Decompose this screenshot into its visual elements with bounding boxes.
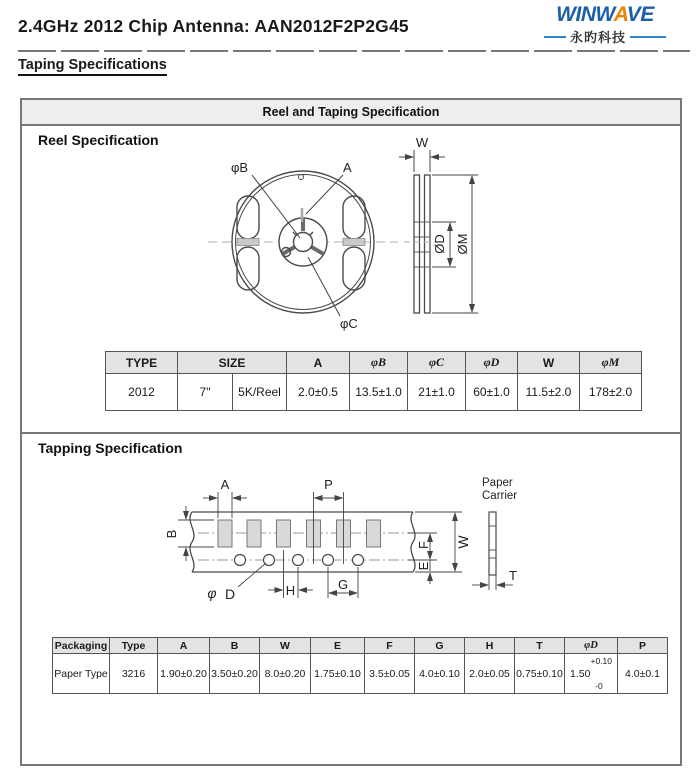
col-phib: φB xyxy=(350,352,408,374)
paper-carrier-label-1: Paper xyxy=(482,477,513,489)
reel-table-data-row xyxy=(106,374,642,411)
col-phid: φD xyxy=(565,638,618,654)
dim-label-P: P xyxy=(324,477,333,492)
dim-label-phiC: φC xyxy=(340,316,358,331)
company-logo xyxy=(520,4,690,46)
col-w: W xyxy=(260,638,311,654)
reel-side-dimensions xyxy=(399,150,478,313)
logo-letter: W xyxy=(595,3,614,26)
arbor-hole xyxy=(294,233,313,252)
sprocket-holes xyxy=(235,555,364,566)
tape-drawing xyxy=(0,468,700,620)
dim-label-E: E xyxy=(416,561,431,571)
col-t: T xyxy=(515,638,565,654)
col-type: Type xyxy=(110,638,158,654)
cell-a: 2.0±0.5 xyxy=(287,374,350,411)
spec-box-title: Reel and Taping Specification xyxy=(22,100,680,126)
col-f: F xyxy=(365,638,415,654)
dim-label-H: H xyxy=(285,583,296,598)
cell-a: 1.90±0.20 xyxy=(158,654,210,694)
reel-table xyxy=(105,351,642,411)
cell-f: 3.5±0.05 xyxy=(365,654,415,694)
cell-phid: 60±1.0 xyxy=(466,374,518,411)
paper-carrier-section xyxy=(489,512,496,575)
logo-tagline xyxy=(520,27,690,46)
dim-label-phiM: ØM xyxy=(455,233,470,255)
col-e: E xyxy=(311,638,365,654)
cell-g: 4.0±0.10 xyxy=(415,654,465,694)
dim-label-W: W xyxy=(455,535,471,549)
component-pockets xyxy=(218,520,381,547)
dim-label-D: D xyxy=(224,586,236,602)
col-w: W xyxy=(518,352,580,374)
tagline-text: 永旳科技 xyxy=(569,30,626,45)
logo-letter: W xyxy=(556,3,576,26)
tagline-dash-left xyxy=(544,36,566,38)
dim-label-W: W xyxy=(415,135,429,150)
break-line-right xyxy=(411,512,415,572)
rim-notch xyxy=(299,175,304,180)
cell-h: 2.0±0.05 xyxy=(465,654,515,694)
cell-b: 3.50±0.20 xyxy=(210,654,260,694)
cell-type: 3216 xyxy=(110,654,158,694)
tapping-table-header-row xyxy=(53,638,668,654)
col-packaging: Packaging xyxy=(53,638,110,654)
reel-front-view xyxy=(208,171,398,313)
col-phim: φM xyxy=(580,352,642,374)
cell-packaging: Paper Type xyxy=(53,654,110,694)
cell-qty: 5K/Reel xyxy=(233,374,287,411)
tagline-dash-right xyxy=(630,36,666,38)
page-title: 2.4GHz 2012 Chip Antenna: AAN2012F2P2G45 xyxy=(18,16,409,36)
dim-label-F: F xyxy=(416,541,431,549)
cell-e: 1.75±0.10 xyxy=(311,654,365,694)
col-size: SIZE xyxy=(178,352,287,374)
phi-ghost: φ xyxy=(207,585,217,601)
col-a: A xyxy=(287,352,350,374)
col-p: P xyxy=(618,638,668,654)
tapping-table xyxy=(52,637,668,694)
col-phid: φD xyxy=(466,352,518,374)
col-type: TYPE xyxy=(106,352,178,374)
cell-p: 4.0±0.1 xyxy=(618,654,668,694)
col-a: A xyxy=(158,638,210,654)
dim-label-B: B xyxy=(164,529,179,539)
window-web xyxy=(343,239,365,246)
phid-value: 1.50 xyxy=(570,667,591,680)
dim-label-phiD: ØD xyxy=(432,234,447,254)
col-h: H xyxy=(465,638,515,654)
logo-letter: V xyxy=(626,3,641,26)
dim-label-A: A xyxy=(220,477,230,492)
cell-size: 7" xyxy=(178,374,233,411)
paper-carrier-label-2: Carrier xyxy=(482,490,518,502)
window-web xyxy=(237,239,259,246)
cell-type: 2012 xyxy=(106,374,178,411)
section-heading: Taping Specifications xyxy=(18,57,167,76)
dim-label-phiB: φB xyxy=(231,160,249,175)
header-rule xyxy=(18,50,690,52)
logo-wordmark xyxy=(520,4,690,26)
col-b: B xyxy=(210,638,260,654)
cell-phid xyxy=(565,654,618,694)
logo-letter: E xyxy=(640,3,654,26)
cell-phib: 13.5±1.0 xyxy=(350,374,408,411)
logo-letter: A xyxy=(613,3,627,26)
section-divider xyxy=(20,432,682,434)
reel-drawing xyxy=(0,130,700,355)
logo-letter: N xyxy=(580,3,596,26)
reel-spec-heading: Reel Specification xyxy=(38,132,159,148)
cell-w: 11.5±2.0 xyxy=(518,374,580,411)
col-phic: φC xyxy=(408,352,466,374)
phid-lower-tolerance: -0 xyxy=(595,681,603,691)
dim-label-A: A xyxy=(343,160,352,175)
cell-phic: 21±1.0 xyxy=(408,374,466,411)
break-line-left xyxy=(190,512,194,572)
col-g: G xyxy=(415,638,465,654)
cell-phim: 178±2.0 xyxy=(580,374,642,411)
cell-w: 8.0±0.20 xyxy=(260,654,311,694)
cell-t: 0.75±0.10 xyxy=(515,654,565,694)
dim-label-T: T xyxy=(509,568,517,583)
tapping-table-data-row xyxy=(53,654,668,694)
logo-letter: I xyxy=(575,3,581,26)
phid-upper-tolerance: +0.10 xyxy=(590,656,612,666)
dim-label-G: G xyxy=(337,577,349,592)
tapping-spec-heading: Tapping Specification xyxy=(38,440,183,456)
reel-table-header-row xyxy=(106,352,642,374)
